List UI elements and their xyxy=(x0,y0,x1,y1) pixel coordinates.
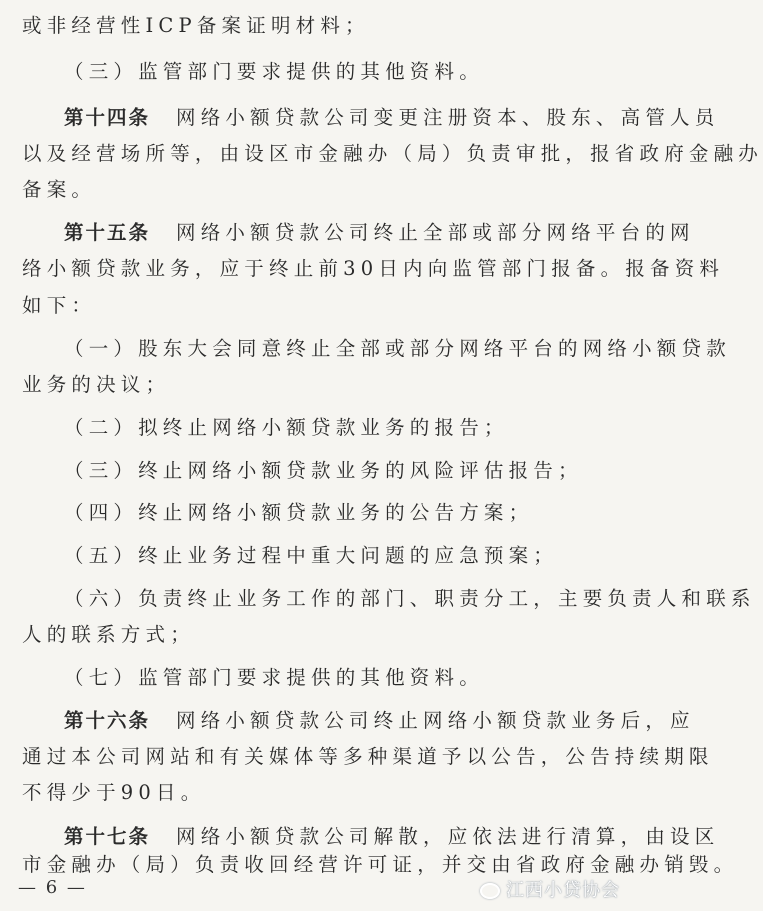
list-item-4: （四）终止网络小额贷款业务的公告方案； xyxy=(64,501,534,524)
article-14-line xyxy=(64,106,719,130)
text-span: 网络小额贷款公司解散，应依法进行清算，由设区 xyxy=(176,825,720,848)
text-span: 网络小额贷款公司变更注册资本、股东、高管人员 xyxy=(176,106,720,129)
text-line: 人的联系方式； xyxy=(22,623,195,646)
list-item-7: （七）监管部门要求提供的其他资料。 xyxy=(64,666,484,689)
text-line: 通过本公司网站和有关媒体等多种渠道予以公告，公告持续期限 xyxy=(22,745,714,768)
text-line: 备案。 xyxy=(22,178,97,201)
article-14-heading: 第十四条 xyxy=(64,106,151,129)
text-span: 网络小额贷款公司终止网络小额贷款业务后，应 xyxy=(176,709,695,732)
list-item-6: （六）负责终止业务工作的部门、职责分工，主要负责人和联系 xyxy=(64,587,756,610)
list-item-5: （五）终止业务过程中重大问题的应急预案； xyxy=(64,544,559,567)
article-16-heading: 第十六条 xyxy=(64,709,151,732)
page-number: — 6 — xyxy=(18,877,87,898)
text-line: 业务的决议； xyxy=(22,373,171,396)
text-line: 或非经营性ICP备案证明材料； xyxy=(22,14,370,37)
text-span: 网络小额贷款公司终止全部或部分网络平台的网 xyxy=(176,221,695,244)
text-line: 不得少于90日。 xyxy=(22,781,206,804)
text-line: 以及经营场所等，由设区市金融办（局）负责审批，报省政府金融办 xyxy=(22,142,763,165)
watermark-text: 江西小贷协会 xyxy=(506,880,620,901)
article-17-heading: 第十七条 xyxy=(64,825,151,848)
list-item-2: （二）拟终止网络小额贷款业务的报告； xyxy=(64,416,509,439)
text-line: 如下： xyxy=(22,294,97,317)
article-15-line xyxy=(64,221,695,245)
watermark xyxy=(480,876,620,902)
article-16-line xyxy=(64,709,695,733)
wechat-icon xyxy=(480,883,500,899)
list-item-3: （三）终止网络小额贷款业务的风险评估报告； xyxy=(64,459,583,482)
text-line: 市金融办（局）负责收回经营许可证，并交由省政府金融办销毁。 xyxy=(22,853,739,876)
article-15-heading: 第十五条 xyxy=(64,221,151,244)
text-line: （三）监管部门要求提供的其他资料。 xyxy=(64,60,484,83)
text-line: 络小额贷款业务，应于终止前30日内向监管部门报备。报备资料 xyxy=(22,257,725,280)
list-item-1: （一）股东大会同意终止全部或部分网络平台的网络小额贷款 xyxy=(64,337,731,360)
article-17-line xyxy=(64,825,719,849)
